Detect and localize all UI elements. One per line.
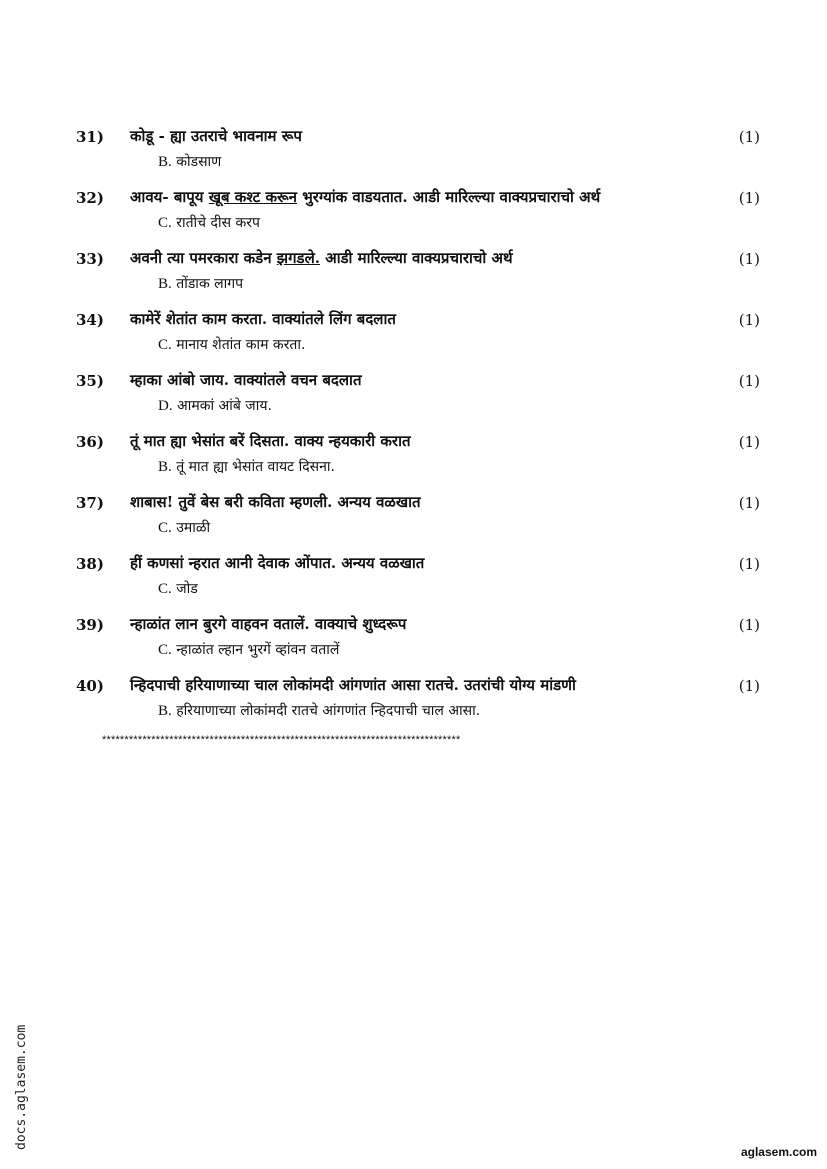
- answer-letter: B.: [158, 459, 172, 475]
- question-text: कामेरें शेतांत काम करता. वाक्यांतले लिंग बदलात: [130, 310, 396, 328]
- question-39: [76, 612, 766, 673]
- question-32: [76, 185, 766, 246]
- question-marks: (1): [738, 311, 760, 329]
- question-number: 38): [76, 555, 104, 573]
- answer: [158, 457, 335, 476]
- answer-text: हरियाणाच्या लोकांमदी रातचे आंगणांत न्हिदपाची चाल आसा.: [171, 703, 481, 719]
- answer: [158, 396, 272, 415]
- question-number: 33): [76, 250, 104, 268]
- question-marks: (1): [738, 372, 760, 390]
- question-text: हीं कणसां न्हरात आनी देवाक ओंपात. अन्यय वळखात: [130, 554, 425, 572]
- question-text-underlined: झगडले.: [276, 249, 320, 267]
- answer: [158, 579, 198, 598]
- question-number: 32): [76, 189, 104, 207]
- question-text: शाबास! तुवें बेस बरी कविता म्हणली. अन्यय वळखात: [130, 493, 421, 511]
- answer-text: उमाळी: [171, 520, 211, 536]
- answer: [158, 518, 210, 537]
- answer: [158, 152, 221, 171]
- answer-letter: C.: [158, 215, 172, 231]
- corner-watermark: aglasem.com: [740, 1145, 817, 1159]
- question-list: [76, 124, 766, 734]
- question-number: 36): [76, 433, 104, 451]
- question-marks: (1): [738, 616, 760, 634]
- answer-text: रातीचे दीस करप: [171, 215, 260, 231]
- question-marks: (1): [738, 189, 760, 207]
- question-40: [76, 673, 766, 734]
- question-number: 39): [76, 616, 104, 634]
- question-text-before: अवनी त्या पमरकारा कडेन: [130, 249, 277, 267]
- answer: [158, 701, 480, 720]
- question-36: [76, 429, 766, 490]
- answer-text: जोड: [171, 581, 198, 597]
- answer: [158, 640, 339, 659]
- question-33: [76, 246, 766, 307]
- question-text: कोडू - ह्या उतराचे भावनाम रूप: [130, 127, 302, 145]
- question-35: [76, 368, 766, 429]
- question-37: [76, 490, 766, 551]
- answer: [158, 213, 260, 232]
- answer-text: आमकां आंबे जाय.: [172, 398, 272, 414]
- question-number: 35): [76, 372, 104, 390]
- question-marks: (1): [738, 250, 760, 268]
- answer-letter: C.: [158, 337, 172, 353]
- answer-letter: C.: [158, 642, 172, 658]
- answer-letter: B.: [158, 276, 172, 292]
- question-marks: (1): [738, 494, 760, 512]
- question-text: म्हाका आंबो जाय. वाक्यांतले वचन बदलात: [130, 371, 362, 389]
- question-text: न्हिदपाची हरियाणाच्या चाल लोकांमदी आंगणांत आसा रातचे. उतरांची योग्य मांडणी: [130, 676, 576, 694]
- answer-text: कोडसाण: [171, 154, 222, 170]
- answer-text: तूं मात ह्या भेसांत वायट दिसना.: [171, 459, 335, 475]
- question-31: [76, 124, 766, 185]
- answer: [158, 335, 305, 354]
- question-number: 31): [76, 128, 104, 146]
- question-number: 37): [76, 494, 104, 512]
- question-marks: (1): [738, 555, 760, 573]
- side-watermark: docs.aglasem.com: [14, 1024, 29, 1150]
- question-34: [76, 307, 766, 368]
- question-number: 34): [76, 311, 104, 329]
- answer-text: मानाय शेतांत काम करता.: [171, 337, 306, 353]
- question-number: 40): [76, 677, 104, 695]
- answer-letter: C.: [158, 581, 172, 597]
- end-separator: ********************************************************************************: [102, 734, 461, 746]
- question-text: [130, 187, 600, 207]
- question-text-underlined: खूब कश्ट करून: [208, 188, 297, 206]
- question-marks: (1): [738, 677, 760, 695]
- answer-text: न्हाळांत ल्हान भुरगें व्हांवन वतालें: [171, 642, 340, 658]
- answer: [158, 274, 243, 293]
- question-marks: (1): [738, 128, 760, 146]
- question-38: [76, 551, 766, 612]
- answer-letter: C.: [158, 520, 172, 536]
- answer-letter: B.: [158, 703, 172, 719]
- answer-letter: B.: [158, 154, 172, 170]
- question-text: तूं मात ह्या भेसांत बरें दिसता. वाक्य न्हयकारी करात: [130, 432, 411, 450]
- question-text-after: भुरग्यांक वाडयतात. आडी मारिल्ल्या वाक्यप्रचाराचो अर्थ: [296, 188, 601, 206]
- question-text: न्हाळांत लान बुरगे वाहवन वतालें. वाक्याचे शुध्दरूप: [130, 615, 407, 633]
- answer-text: तोंडाक लागप: [171, 276, 244, 292]
- question-text-after: आडी मारिल्ल्या वाक्यप्रचाराचो अर्थ: [319, 249, 513, 267]
- question-marks: (1): [738, 433, 760, 451]
- answer-letter: D.: [158, 398, 173, 414]
- question-text-before: आवय- बापूय: [130, 188, 209, 206]
- question-text: [130, 248, 513, 268]
